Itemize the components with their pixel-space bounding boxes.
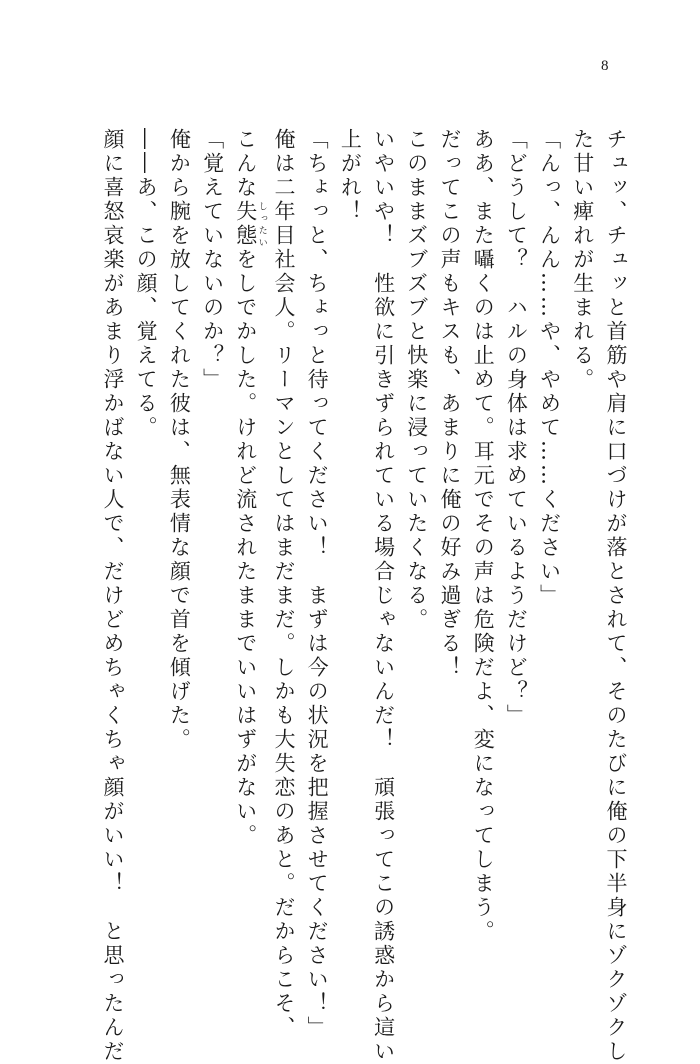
text-line: だってこの声もキスも、あまりに俺の好み過ぎる！ — [437, 128, 462, 680]
text-line: 「んっ、んん……や、やめて……ください」 — [537, 128, 562, 608]
text-line: た甘い痺れが生まれる。 — [570, 128, 595, 392]
text-line: いやいや！ 性欲に引きずられている場合じゃないんだ！ 頑張ってこの誘惑から這い — [371, 128, 396, 1064]
text-line: チュッ、チュッと首筋や肩に口づけが落とされて、そのたびに俺の下半身にゾクゾクし — [604, 128, 628, 1064]
text-line: 「覚えていないのか？」 — [200, 128, 225, 392]
furigana-base: 失態 — [233, 200, 258, 248]
text-segment: こんな — [233, 128, 258, 200]
text-line: 俺から腕を放してくれた彼は、無表情な顔で首を傾げた。 — [167, 128, 192, 752]
text-line: 俺は二年目社会人。リーマンとしてはまだまだ。しかも大失恋のあと。だからこそ、 — [271, 128, 296, 1040]
text-segment: をしでかした。けれど流されたままでいいはずがない。 — [233, 248, 258, 848]
furigana-reading: しったい — [256, 200, 267, 248]
text-line: 「どうして？ ハルの身体は求めているようだけど？」 — [504, 128, 529, 728]
text-line: 上がれ！ — [338, 128, 363, 224]
furigana-word — [233, 200, 267, 248]
novel-text-body — [92, 128, 632, 1064]
text-line: 顔に喜怒哀楽があまり浮かばない人で、だけどめちゃくちゃ顔がいい！ と思ったんだ — [100, 128, 125, 1064]
text-line: ――あ、この顔、覚えてる。 — [134, 128, 159, 440]
text-line: このままズブズブと快楽に浸っていたくなる。 — [404, 128, 429, 632]
text-line-with-furigana — [229, 128, 267, 968]
page-number: 8 — [601, 58, 609, 74]
text-line: ああ、また囁くのは止めて。耳元でその声は危険だよ、変になってしまう。 — [471, 128, 496, 944]
text-line: 「ちょっと、ちょっと待ってください！ まずは今の状況を把握させてください！」 — [305, 128, 330, 1040]
